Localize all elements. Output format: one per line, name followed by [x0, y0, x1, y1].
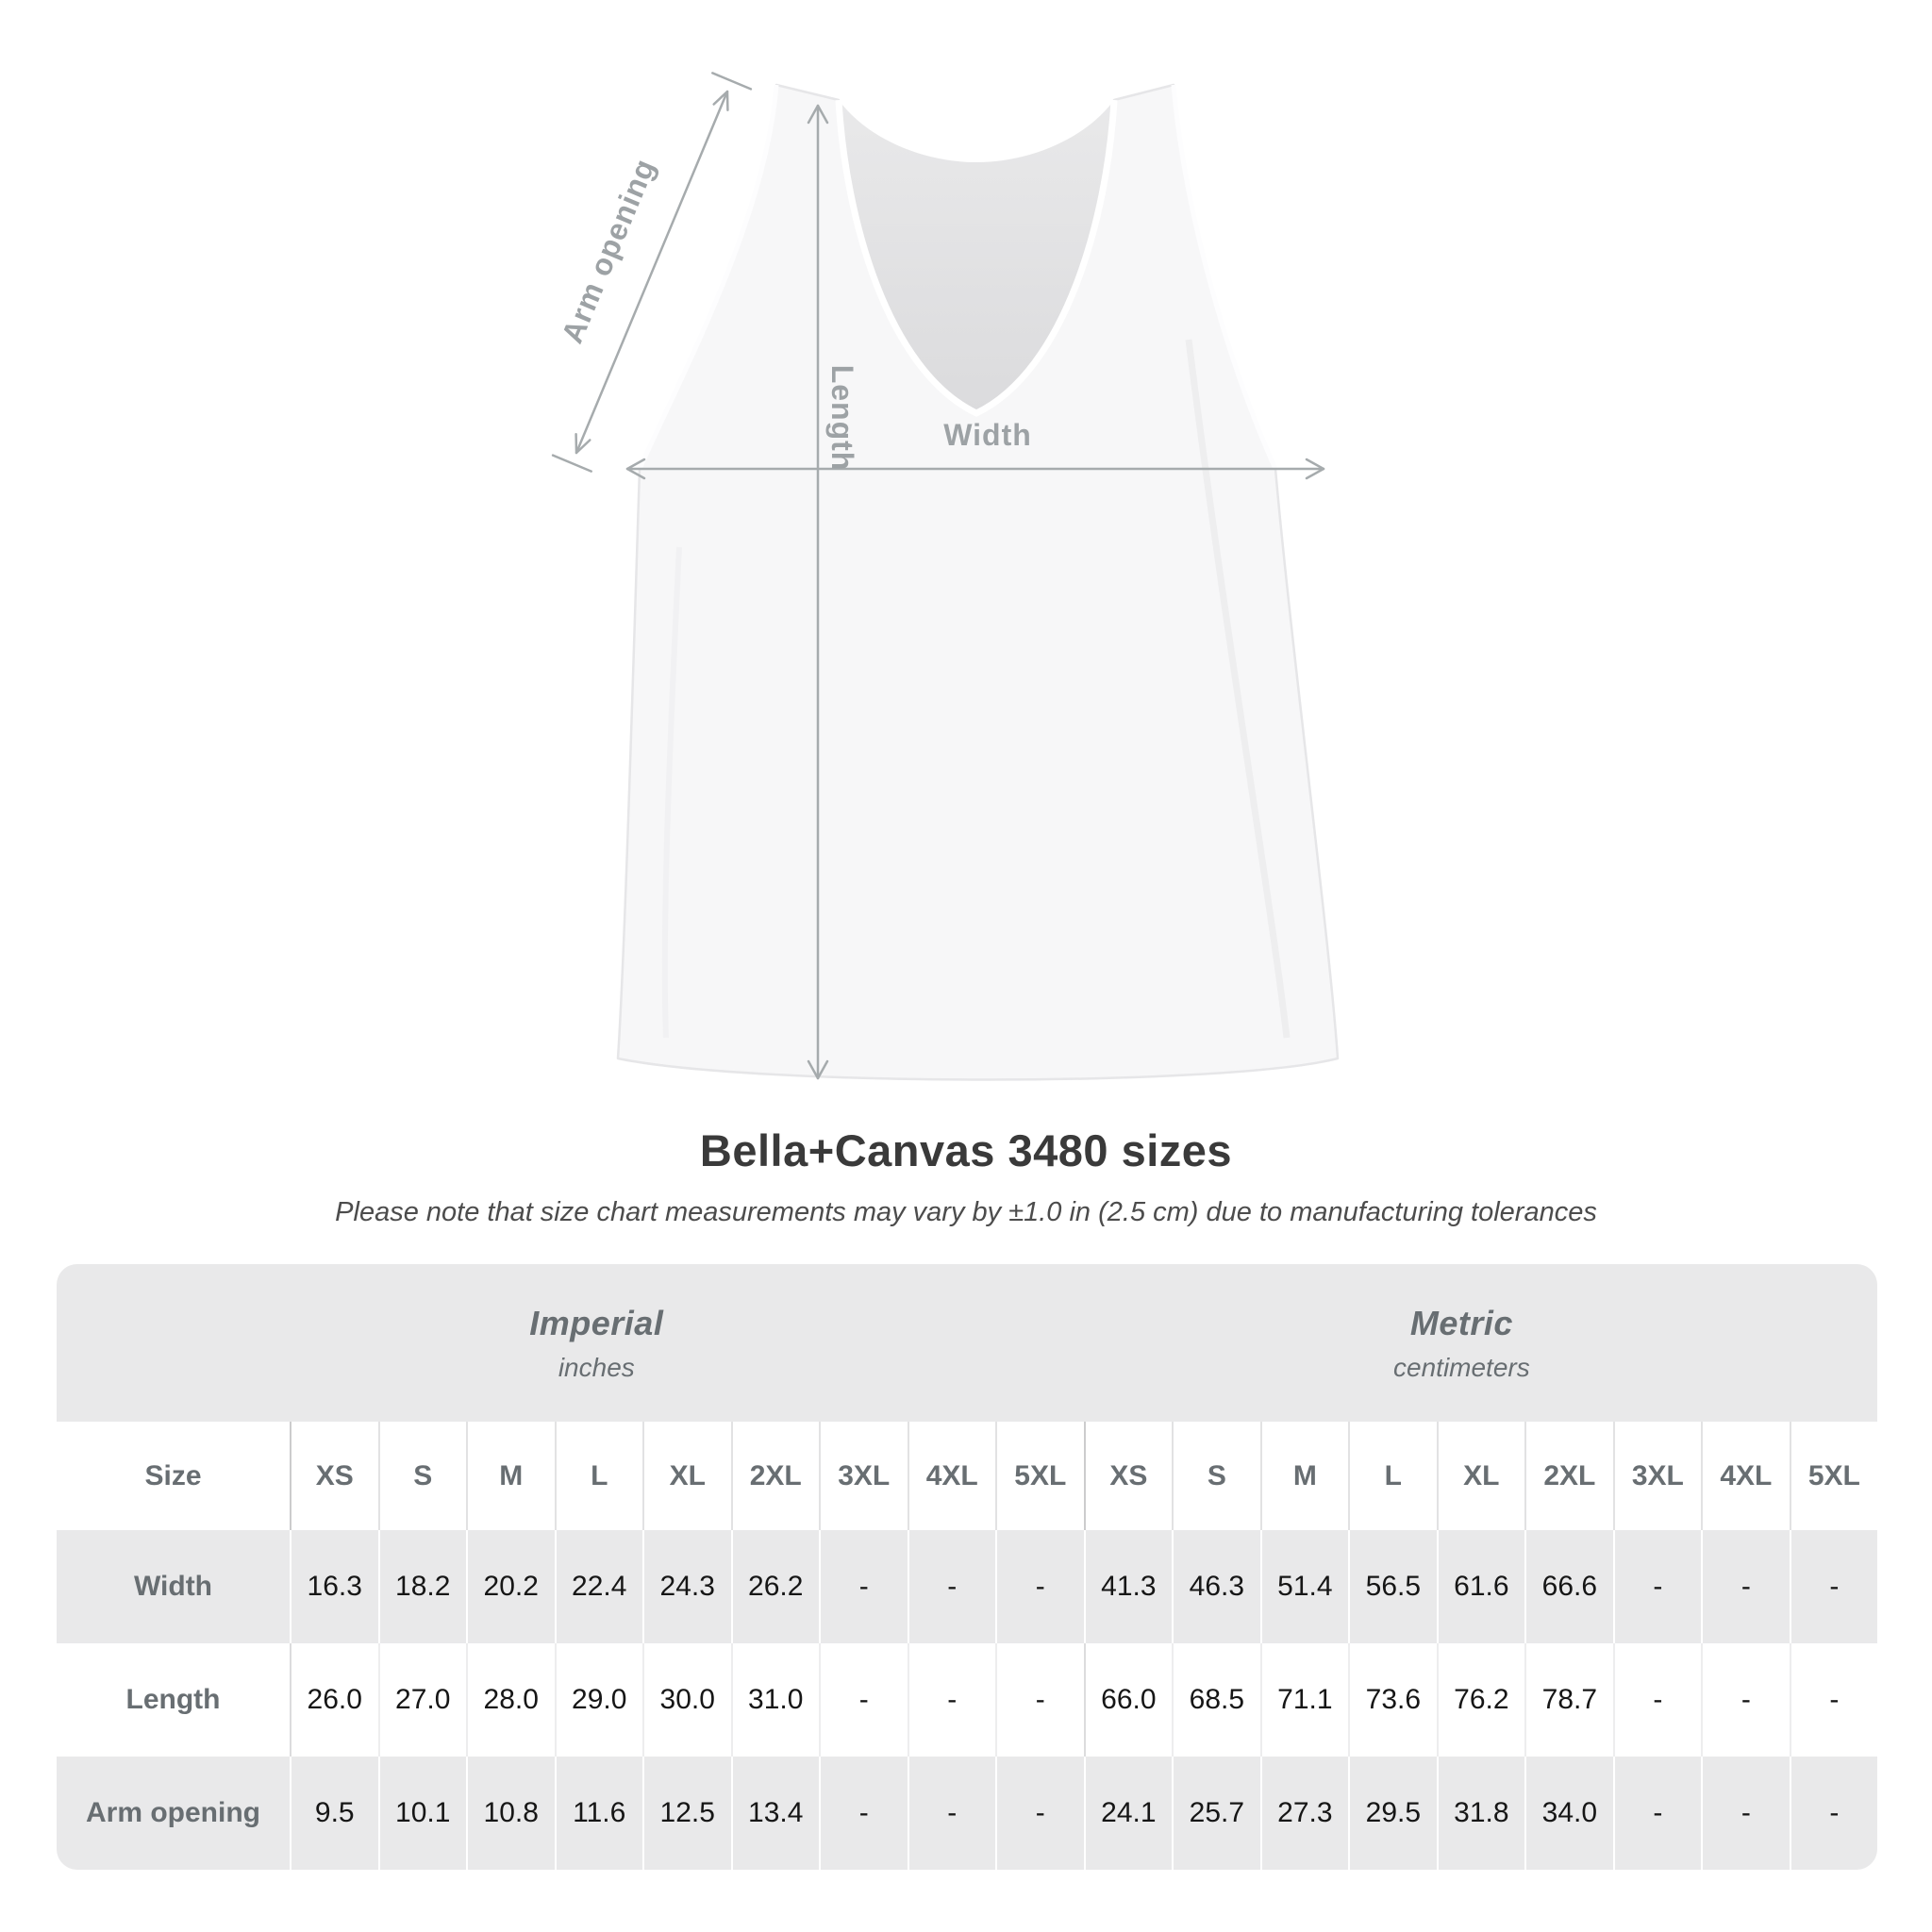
- table-header-row: [57, 1422, 1877, 1530]
- size-col-header-imperial-l: L: [555, 1422, 643, 1530]
- table-row-arm-opening: [57, 1757, 1877, 1870]
- metric-header: [1084, 1264, 1878, 1422]
- unit-band-row: [57, 1264, 1877, 1422]
- size-cell: 10.8: [466, 1757, 555, 1870]
- size-cell: 26.2: [731, 1530, 820, 1643]
- size-cell: 41.3: [1084, 1530, 1173, 1643]
- size-cell: -: [1613, 1530, 1702, 1643]
- size-cell: 51.4: [1260, 1530, 1349, 1643]
- size-cell: 29.0: [555, 1643, 643, 1757]
- size-col-header-imperial-3xl: 3XL: [819, 1422, 908, 1530]
- imperial-header: [57, 1264, 1084, 1422]
- size-cell: 27.0: [378, 1643, 467, 1757]
- length-label: Length: [825, 364, 859, 472]
- size-cell: 71.1: [1260, 1643, 1349, 1757]
- imperial-label: Imperial: [529, 1303, 664, 1342]
- size-col-header-imperial-4xl: 4XL: [908, 1422, 996, 1530]
- size-cell: -: [1790, 1757, 1878, 1870]
- size-cell: 18.2: [378, 1530, 467, 1643]
- size-cell: -: [819, 1643, 908, 1757]
- size-cell: -: [1701, 1530, 1790, 1643]
- width-label: Width: [943, 418, 1032, 452]
- size-cell: -: [1701, 1757, 1790, 1870]
- size-cell: 31.8: [1437, 1757, 1525, 1870]
- size-cell: 24.3: [642, 1530, 731, 1643]
- tank-top-diagram: [528, 57, 1358, 1104]
- size-cell: -: [908, 1530, 996, 1643]
- size-cell: 66.0: [1084, 1643, 1173, 1757]
- size-cell: 34.0: [1524, 1757, 1613, 1870]
- size-cell: -: [995, 1530, 1084, 1643]
- arm-opening-label: Arm opening: [555, 153, 662, 348]
- size-table-grid: [57, 1264, 1877, 1870]
- size-col-header-metric-l: L: [1348, 1422, 1437, 1530]
- metric-label: Metric: [1409, 1303, 1513, 1342]
- size-cell: 46.3: [1172, 1530, 1260, 1643]
- size-cell: 61.6: [1437, 1530, 1525, 1643]
- size-cell: 25.7: [1172, 1757, 1260, 1870]
- size-col-header-metric-m: M: [1260, 1422, 1349, 1530]
- size-col-header-imperial-2xl: 2XL: [731, 1422, 820, 1530]
- size-cell: -: [995, 1757, 1084, 1870]
- table-row-length: [57, 1643, 1877, 1757]
- size-col-header-metric-s: S: [1172, 1422, 1260, 1530]
- size-cell: -: [1790, 1643, 1878, 1757]
- size-cell: 20.2: [466, 1530, 555, 1643]
- imperial-unit: inches: [558, 1352, 635, 1382]
- size-col-header-imperial-s: S: [378, 1422, 467, 1530]
- size-cell: 78.7: [1524, 1643, 1613, 1757]
- size-cell: 26.0: [290, 1643, 378, 1757]
- size-cell: 29.5: [1348, 1757, 1437, 1870]
- size-cell: 66.6: [1524, 1530, 1613, 1643]
- size-cell: 73.6: [1348, 1643, 1437, 1757]
- table-row-width: [57, 1530, 1877, 1643]
- size-cell: 13.4: [731, 1757, 820, 1870]
- size-cell: 16.3: [290, 1530, 378, 1643]
- row-label-length: Length: [57, 1643, 290, 1757]
- row-label-width: Width: [57, 1530, 290, 1643]
- size-col-header-metric-2xl: 2XL: [1524, 1422, 1613, 1530]
- size-cell: 76.2: [1437, 1643, 1525, 1757]
- size-cell: -: [819, 1530, 908, 1643]
- size-cell: 31.0: [731, 1643, 820, 1757]
- size-cell: 24.1: [1084, 1757, 1173, 1870]
- size-cell: 12.5: [642, 1757, 731, 1870]
- size-col-header-imperial-xl: XL: [642, 1422, 731, 1530]
- size-cell: -: [908, 1757, 996, 1870]
- size-cell: 10.1: [378, 1757, 467, 1870]
- size-col-header-metric-4xl: 4XL: [1701, 1422, 1790, 1530]
- size-col-header-imperial-m: M: [466, 1422, 555, 1530]
- metric-unit: centimeters: [1393, 1352, 1530, 1382]
- size-cell: 56.5: [1348, 1530, 1437, 1643]
- size-cell: 28.0: [466, 1643, 555, 1757]
- size-col-header-metric-3xl: 3XL: [1613, 1422, 1702, 1530]
- size-cell: 27.3: [1260, 1757, 1349, 1870]
- size-cell: -: [1613, 1643, 1702, 1757]
- tolerance-note: Please note that size chart measurements may vary by ±1.0 in (2.5 cm) due to manufacturing tolerances: [335, 1197, 1597, 1227]
- size-cell: -: [1790, 1530, 1878, 1643]
- size-cell: 11.6: [555, 1757, 643, 1870]
- size-cell: 30.0: [642, 1643, 731, 1757]
- page-title: Bella+Canvas 3480 sizes: [699, 1125, 1233, 1175]
- size-col-header-metric-5xl: 5XL: [1790, 1422, 1878, 1530]
- size-cell: -: [1613, 1757, 1702, 1870]
- size-table: [57, 1264, 1877, 1870]
- size-cell: 68.5: [1172, 1643, 1260, 1757]
- size-cell: -: [819, 1757, 908, 1870]
- size-col-header-metric-xl: XL: [1437, 1422, 1525, 1530]
- size-cell: -: [1701, 1643, 1790, 1757]
- size-col-header-imperial-5xl: 5XL: [995, 1422, 1084, 1530]
- size-header-cell: Size: [57, 1422, 290, 1530]
- size-col-header-metric-xs: XS: [1084, 1422, 1173, 1530]
- size-cell: -: [908, 1643, 996, 1757]
- size-cell: -: [995, 1643, 1084, 1757]
- title-block: [0, 1124, 1932, 1228]
- size-cell: 22.4: [555, 1530, 643, 1643]
- size-col-header-imperial-xs: XS: [290, 1422, 378, 1530]
- size-cell: 9.5: [290, 1757, 378, 1870]
- row-label-arm-opening: Arm opening: [57, 1757, 290, 1870]
